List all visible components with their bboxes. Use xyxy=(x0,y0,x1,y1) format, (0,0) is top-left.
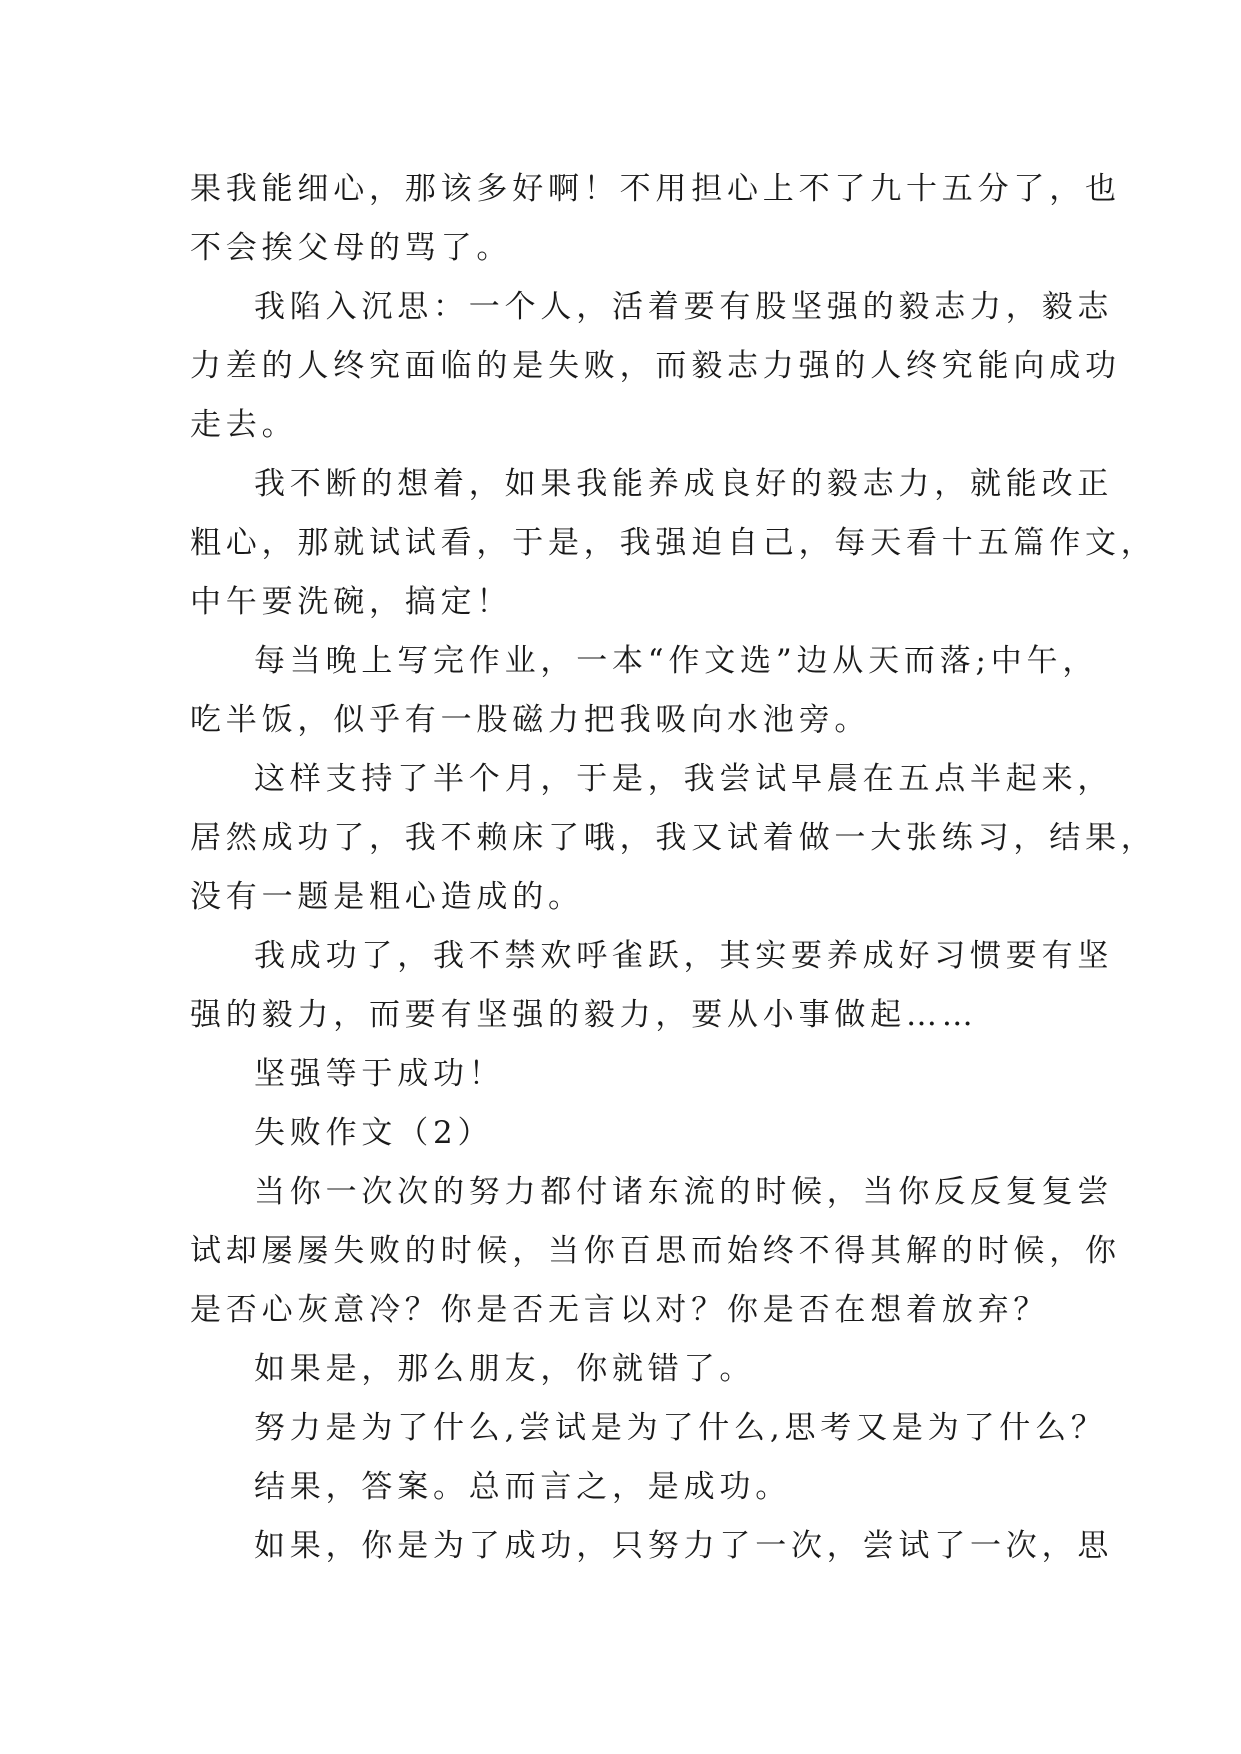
text-line: 每当晚上写完作业，一本“作文选”边从天而落;中午， xyxy=(254,643,1099,679)
text-line: 如果，你是为了成功，只努力了一次，尝试了一次，思 xyxy=(254,1528,1114,1564)
text-line: 没有一题是粗心造成的。 xyxy=(190,879,584,915)
text-line: 果我能细心，那该多好啊！不用担心上不了九十五分了，也 xyxy=(190,171,1121,207)
text-line: 力差的人终究面临的是失败，而毅志力强的人终究能向成功 xyxy=(190,348,1121,384)
text-line: 不会挨父母的骂了。 xyxy=(190,230,513,266)
text-line: 我陷入沉思：一个人，活着要有股坚强的毅志力，毅志 xyxy=(254,289,1114,325)
text-line: 当你一次次的努力都付诸东流的时候，当你反反复复尝 xyxy=(254,1174,1114,1210)
text-line: 居然成功了，我不赖床了哦，我又试着做一大张练习，结果， xyxy=(190,820,1157,856)
text-line: 强的毅力，而要有坚强的毅力，要从小事做起…… xyxy=(190,997,978,1033)
text-line: 中午要洗碗，搞定！ xyxy=(190,584,513,620)
text-line: 坚强等于成功！ xyxy=(254,1056,505,1092)
text-line: 走去。 xyxy=(190,407,298,443)
text-line: 这样支持了半个月，于是，我尝试早晨在五点半起来， xyxy=(254,761,1114,797)
text-line: 试却屡屡失败的时候，当你百思而始终不得其解的时候，你 xyxy=(190,1233,1121,1269)
text-line: 是否心灰意冷？你是否无言以对？你是否在想着放弃？ xyxy=(190,1292,1050,1328)
text-line: 努力是为了什么,尝试是为了什么,思考又是为了什么？ xyxy=(254,1410,1107,1446)
text-line: 结果，答案。总而言之，是成功。 xyxy=(254,1469,791,1505)
document-body xyxy=(190,160,1157,1576)
text-line: 粗心，那就试试看，于是，我强迫自己，每天看十五篇作文， xyxy=(190,525,1157,561)
text-line: 如果是，那么朋友，你就错了。 xyxy=(254,1351,756,1387)
text-line: 吃半饭，似乎有一股磁力把我吸向水池旁。 xyxy=(190,702,871,738)
section-heading: 失败作文（2） xyxy=(254,1115,494,1151)
text-line: 我不断的想着，如果我能养成良好的毅志力，就能改正 xyxy=(254,466,1114,502)
text-line: 我成功了，我不禁欢呼雀跃，其实要养成好习惯要有坚 xyxy=(254,938,1114,974)
